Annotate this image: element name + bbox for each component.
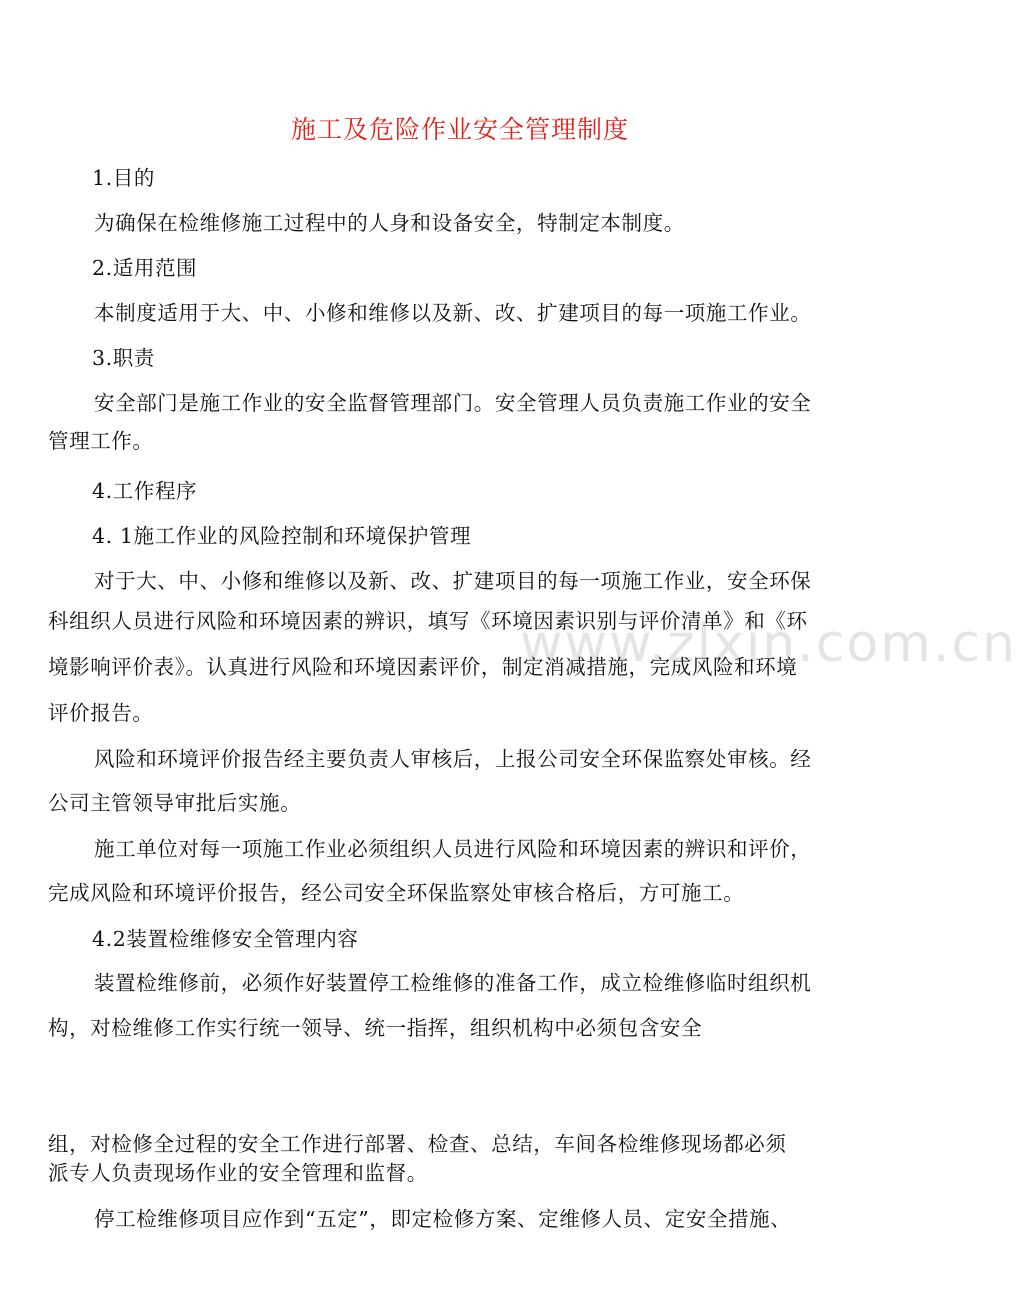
section-heading: 2.适用范围	[92, 256, 198, 280]
paragraph-line: 境影响评价表》。认真进行风险和环境因素评价，制定消减措施，完成风险和环境	[48, 655, 798, 679]
subsection-heading: 4.2装置检维修安全管理内容	[92, 927, 359, 951]
paragraph-line: 对于大、中、小修和维修以及新、改、扩建项目的每一项施工作业，安全环保	[94, 569, 812, 593]
paragraph-line: 本制度适用于大、中、小修和维修以及新、改、扩建项目的每一项施工作业。	[94, 301, 812, 325]
paragraph-line: 风险和环境评价报告经主要负责人审核后，上报公司安全环保监察处审核。经	[94, 747, 812, 771]
section-heading: 3.职责	[92, 346, 155, 370]
paragraph-line: 装置检维修前，必须作好装置停工检维修的准备工作，成立检维修临时组织机	[94, 971, 812, 995]
paragraph-line: 组，对检修全过程的安全工作进行部署、检查、总结，车间各检维修现场都必须	[48, 1132, 787, 1156]
paragraph-line: 管理工作。	[48, 429, 154, 453]
paragraph-line: 科组织人员进行风险和环境因素的辨识，填写《环境因素识别与评价清单》和《环	[48, 609, 808, 633]
paragraph-line: 为确保在检维修施工过程中的人身和设备安全，特制定本制度。	[94, 211, 685, 235]
paragraph-line: 施工单位对每一项施工作业必须组织人员进行风险和环境因素的辨识和评价，	[94, 837, 812, 861]
subsection-heading: 4. 1施工作业的风险控制和环境保护管理	[92, 524, 472, 548]
paragraph-line: 派专人负责现场作业的安全管理和监督。	[48, 1161, 428, 1185]
document-title: 施工及危险作业安全管理制度	[290, 115, 629, 144]
watermark: www.zlxin.com.cn	[520, 614, 1017, 674]
section-heading: 1.目的	[92, 166, 155, 190]
paragraph-line: 完成风险和环境评价报告，经公司安全环保监察处审核合格后，方可施工。	[48, 881, 745, 905]
paragraph-line: 停工检维修项目应作到“五定”，即定检修方案、定维修人员、定安全措施、	[94, 1207, 792, 1231]
paragraph-line: 安全部门是施工作业的安全监督管理部门。安全管理人员负责施工作业的安全	[94, 391, 812, 415]
section-heading: 4.工作程序	[92, 479, 198, 503]
paragraph-line: 构，对检维修工作实行统一领导、统一指挥，组织机构中必须包含安全	[48, 1016, 703, 1040]
paragraph-line: 公司主管领导审批后实施。	[48, 791, 302, 815]
paragraph-line: 评价报告。	[48, 701, 154, 725]
